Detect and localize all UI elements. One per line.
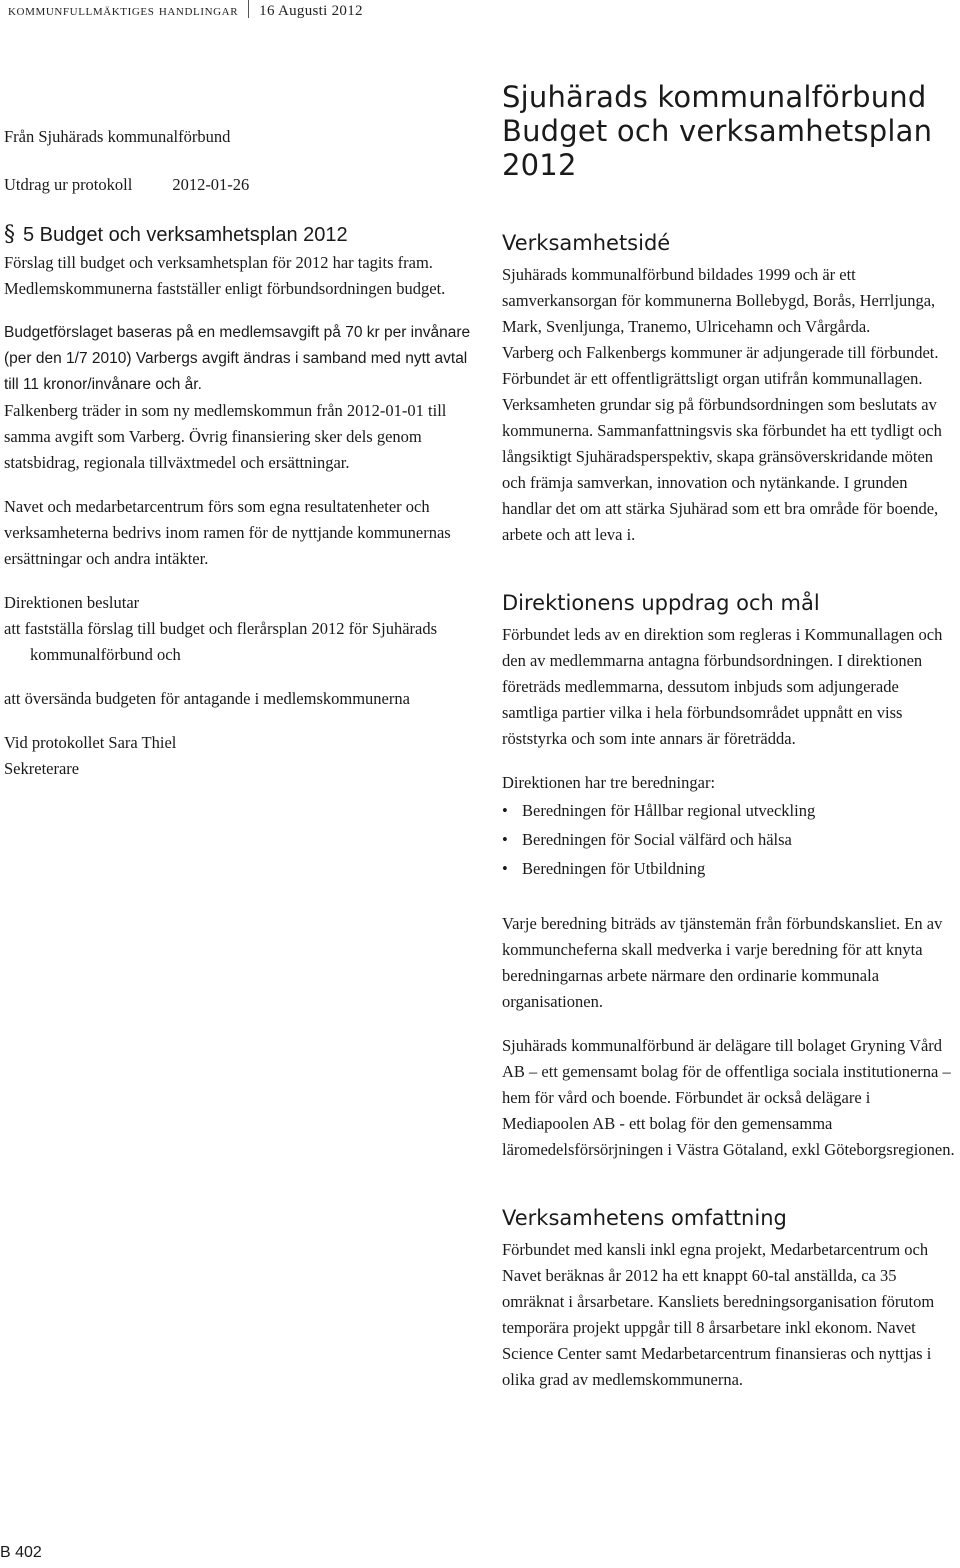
right-column bbox=[502, 80, 958, 1393]
section-icon: § bbox=[4, 222, 15, 247]
left-column bbox=[4, 124, 472, 782]
paragraph-1: Förslag till budget och verksamhetsplan för 2012 har tagits fram. Medlemskommunerna fastställer enligt förbundsordningen budget. bbox=[4, 253, 446, 298]
beredningar-intro: Direktionen har tre beredningar: bbox=[502, 773, 716, 792]
paragraph-2: Budgetförslaget baseras på en medlemsavgift på 70 kr per invånare (per den 1/7 2010) Varbergs avgift ändras i samband med nytt avtal till 11 kronor/invånare och år. bbox=[4, 324, 471, 393]
omfattning-para: Förbundet med kansli inkl egna projekt, Medarbetarcentrum och Navet beräknas år 2012 ha ett knappt 60-tal anställda, ca 35 omräknat i årsarbetare. Kansliets beredningsorganisation förutom temporära projekt uppgår till 8 årsarbetare inkl ekonom. Navet Science Center samt Medarbetarcentrum finansieras och nyttjas i olika grad av medlemskommunerna. bbox=[502, 1240, 935, 1389]
heading-omfattning: Verksamhetens omfattning bbox=[502, 1206, 787, 1230]
title-line-2: Budget och verksamhetsplan 2012 bbox=[502, 114, 933, 182]
decision-1: att fastställa förslag till budget och flerårsplan 2012 för Sjuhärads kommunalförbund och bbox=[4, 619, 438, 664]
list-item: • Beredningen för Social välfärd och hälsa bbox=[502, 825, 958, 854]
list-item: • Beredningen för Hållbar regional utveckling bbox=[502, 796, 958, 825]
bullet-icon: • bbox=[502, 801, 508, 820]
beredningar-list bbox=[502, 796, 958, 883]
verksamhetside-para-1: Sjuhärads kommunalförbund bildades 1999 och är ett samverkansorgan för kommunerna Bollebygd, Borås, Herrljunga, Mark, Svenljunga, Tranemo, Ulricehamn och Vårgårda. bbox=[502, 265, 936, 336]
excerpt-date: 2012-01-26 bbox=[172, 175, 250, 194]
paragraph-4: Navet och medarbetarcentrum förs som egna resultatenheter och verksamheterna bedrivs inom ramen för de nyttjande kommunernas ersättningar och andra intäkter. bbox=[4, 497, 451, 568]
heading-direktionens-uppdrag: Direktionens uppdrag och mål bbox=[502, 591, 820, 615]
title-line-1: Sjuhärads kommunalförbund bbox=[502, 80, 927, 114]
delagare-para: Sjuhärads kommunalförbund är delägare till bolaget Gryning Vård AB – ett gemensamt bolag för de offentliga sociala institutionerna – hem för vård och boende. Förbundet är också delägare i Mediapoolen AB - ett bolag för den gemensamma läromedelsförsörjningen i Västra Götaland, exkl Göteborgsregionen. bbox=[502, 1036, 955, 1159]
paragraph-3: Falkenberg träder in som ny medlemskommun från 2012-01-01 till samma avgift som Varberg. Övrig finansiering sker dels genom statsbidrag, regionala tillväxtmedel och ersättningar. bbox=[4, 401, 447, 472]
signature-role: Sekreterare bbox=[4, 759, 80, 778]
header-divider bbox=[248, 0, 249, 18]
heading-verksamhetside: Verksamhetsidé bbox=[502, 231, 671, 255]
section-heading bbox=[4, 220, 472, 250]
decision-2: att översända budgeten för antagande i medlemskommunerna bbox=[4, 689, 410, 708]
bullet-icon: • bbox=[502, 859, 508, 878]
excerpt-line bbox=[4, 172, 472, 198]
page-header bbox=[8, 0, 363, 20]
section-title: 5 Budget och verksamhetsplan 2012 bbox=[23, 224, 348, 246]
from-line: Från Sjuhärads kommunalförbund bbox=[4, 127, 231, 146]
decision-heading: Direktionen beslutar bbox=[4, 593, 140, 612]
beredning-para: Varje beredning biträds av tjänstemän från förbundskansliet. En av kommuncheferna skall medverka i varje beredning för att knyta beredningarnas arbete närmare den ordinarie kommunala organisationen. bbox=[502, 914, 943, 1011]
list-item: • Beredningen för Utbildning bbox=[502, 854, 958, 883]
excerpt-label: Utdrag ur protokoll bbox=[4, 175, 133, 194]
page-number: B 402 bbox=[0, 1544, 42, 1561]
header-date: 16 Augusti 2012 bbox=[259, 3, 363, 19]
signature: Vid protokollet Sara Thiel bbox=[4, 733, 177, 752]
document-title bbox=[502, 80, 958, 182]
direktion-para: Förbundet leds av en direktion som regleras i Kommunallagen och den av medlemmarna antagna förbundsordningen. I direktionen företräds medlemmarna, dessutom inbjuds som adjungerade samtliga partier vilka i hela förbundsområdet uppnått en viss röststyrka och som inte annars är företrädda. bbox=[502, 625, 943, 748]
header-label: kommunfullmäktiges handlingar bbox=[8, 3, 239, 19]
verksamhetside-para-2: Varberg och Falkenbergs kommuner är adjungerade till förbundet. Förbundet är ett offentligrättsligt organ utifrån kommunallagen. Verksamheten grundar sig på förbundsordningen som beslutats av kommunerna. Sammanfattningsvis ska förbundet ha ett tydligt och långsiktigt Sjuhäradsperspektiv, skapa gränsöverskridande möten och främja samverkan, innovation och nytänkande. I grunden handlar det om att stärka Sjuhärad som ett bra område för boende, arbete och att leva i. bbox=[502, 343, 942, 544]
bullet-icon: • bbox=[502, 830, 508, 849]
